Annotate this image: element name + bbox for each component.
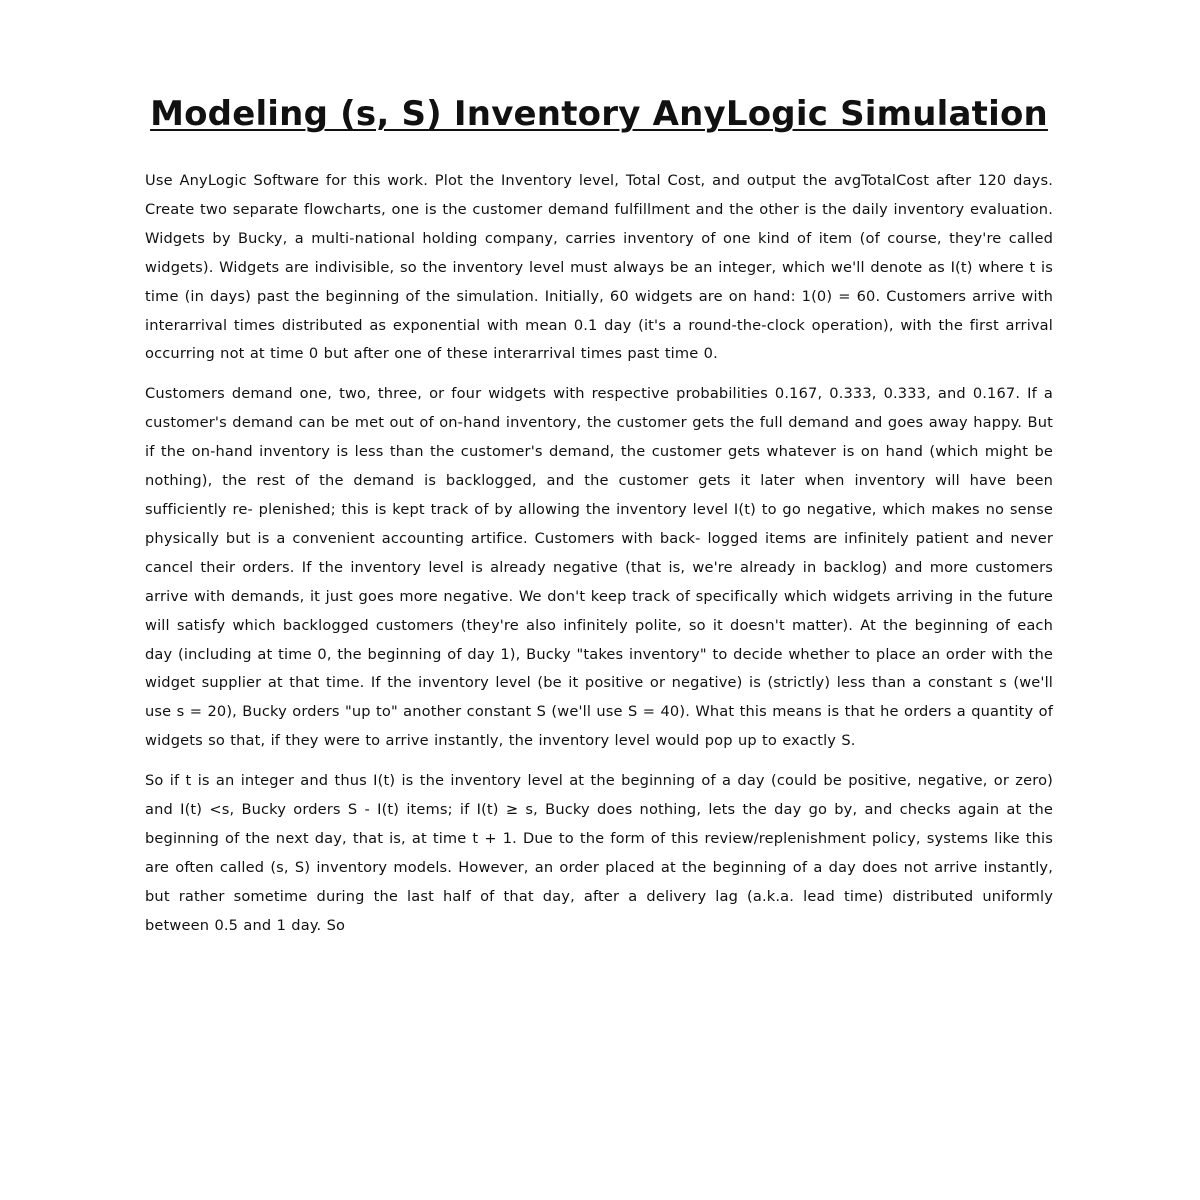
document-body	[145, 167, 1053, 941]
paragraph-intro: Use AnyLogic Software for this work. Plot the Inventory level, Total Cost, and output the avgTotalCost after 120 days. Create two separate flowcharts, one is the customer demand fulfillment and the other is the daily inventory evaluation. Widgets by Bucky, a multi-national holding company, carries inventory of one kind of item (of course, they're called widgets). Widgets are indivisible, so the inventory level must always be an integer, which we'll denote as I(t) where t is time (in days) past the beginning of the simulation. Initially, 60 widgets are on hand: 1(0) = 60. Customers arrive with interarrival times distributed as exponential with mean 0.1 day (it's a round-the-clock operation), with the first arrival occurring not at time 0 but after one of these interarrival times past time 0.	[145, 172, 1053, 363]
paragraph-policy: So if t is an integer and thus I(t) is the inventory level at the beginning of a day (could be positive, negative, or zero) and I(t) <s, Bucky orders S - I(t) items; if I(t) ≥ s, Bucky does nothing, lets the day go by, and checks again at the beginning of the next day, that is, at time t + 1. Due to the form of this review/replenishment policy, systems like this are often called (s, S) inventory models. However, an order placed at the beginning of a day does not arrive instantly, but rather sometime during the last half of that day, after a delivery lag (a.k.a. lead time) distributed uniformly between 0.5 and 1 day. So	[145, 772, 1053, 934]
document-title: Modeling (s, S) Inventory AnyLogic Simulation	[150, 94, 1048, 134]
document-page	[145, 96, 1053, 952]
paragraph-demand: Customers demand one, two, three, or four widgets with respective probabilities 0.167, 0.333, 0.333, and 0.167. If a customer's demand can be met out of on-hand inventory, the customer gets the full demand and goes away happy. But if the on-hand inventory is less than the customer's demand, the customer gets whatever is on hand (which might be nothing), the rest of the demand is backlogged, and the customer gets it later when inventory will have been sufficiently re- plenished; this is kept track of by allowing the inventory level I(t) to go negative, which makes no sense physically but is a convenient accounting artifice. Customers with back- logged items are infinitely patient and never cancel their orders. If the inventory level is already negative (that is, we're already in backlog) and more customers arrive with demands, it just goes more negative. We don't keep track of specifically which widgets arriving in the future will satisfy which backlogged customers (they're also infinitely polite, so it doesn't matter). At the beginning of each day (including at time 0, the beginning of day 1), Bucky "takes inventory" to decide whether to place an order with the widget supplier at that time. If the inventory level (be it positive or negative) is (strictly) less than a constant s (we'll use s = 20), Bucky orders "up to" another constant S (we'll use S = 40). What this means is that he orders a quantity of widgets so that, if they were to arrive instantly, the inventory level would pop up to exactly S.	[145, 385, 1053, 750]
